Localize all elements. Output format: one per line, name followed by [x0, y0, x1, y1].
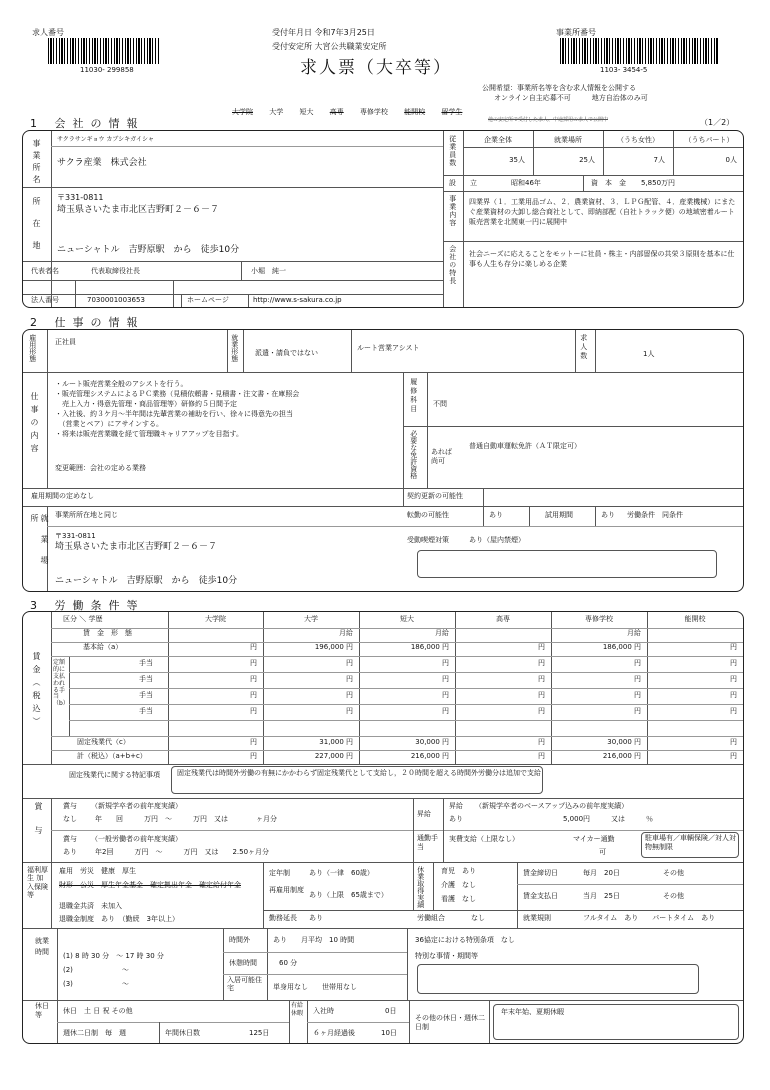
bonus-gen-a: あり	[63, 848, 77, 856]
section3-box	[22, 611, 744, 1044]
wage-total-value: 円	[538, 752, 545, 760]
openings: 1人	[643, 350, 655, 358]
special-box	[417, 964, 699, 994]
wage-total-value: 227,000 円	[314, 752, 353, 760]
allowance-label: 手当	[139, 691, 153, 699]
wage-header-corner: 区分 ＼ 学歴	[63, 615, 103, 623]
retire-age-label: 定年制	[269, 869, 290, 877]
rep-title: 代表取締役社長	[91, 267, 140, 275]
insurance-items: 雇用 労災 健康 厚生	[59, 867, 136, 875]
job-desc-line: （営業とペア）にアサインする。	[55, 419, 164, 428]
feature-content: 社会ニーズに応えることをモットーに社員・株主・内部留保の共栄３原則を基本に仕事も人生も存分に楽しめる企業	[469, 250, 735, 269]
place-access: ニューシャトル 吉野原駅 から 徒歩10分	[55, 576, 238, 586]
raise-a: あり	[449, 815, 463, 823]
company-kana: サクラサンギョウ カブシキガイシャ	[57, 136, 154, 143]
fixed-ot-value: 円	[250, 738, 257, 746]
holiday-label: 休日等	[35, 1002, 49, 1020]
wage-close-other: その他	[663, 869, 684, 877]
wage-pay-other: その他	[663, 892, 684, 900]
emp-head-site: 就業場所	[554, 136, 582, 144]
allowance-value: 円	[634, 659, 641, 667]
fixed-ot-value: 30,000 円	[415, 738, 449, 746]
parking: 駐車場有／車輌保険／対人対物無制限	[645, 834, 736, 851]
license: 普通自動車運転免許（ＡＴ限定可）	[469, 442, 581, 450]
wage-base-value: 186,000 円	[410, 643, 449, 651]
paid-join: 0日	[385, 1007, 397, 1015]
emp-head-part: （うちパート）	[684, 136, 734, 144]
allowance-value: 円	[634, 707, 641, 715]
section1-box	[22, 130, 744, 308]
trial: あり	[601, 511, 615, 519]
section1-title: 1 会社の情報	[30, 117, 145, 130]
business-content: 四業界（１．工業用品ゴム、２．農業資材、３．ＬＰＧ配管、４．産業機械）にまたぐ産業資材の大卸し総合商社として、即納部配（自社トラック便）の地域密着ルート販売営業を北関東一円に展開中	[469, 198, 736, 227]
tiny-note: 他の安定所で受付した求人、中途採用の求人で公開中	[488, 117, 609, 123]
period: 雇用期間の定めなし	[31, 492, 94, 500]
fixed-ot-value: 30,000 円	[607, 738, 641, 746]
renew-label: 契約更新の可能性	[407, 492, 463, 500]
allowance-value: 円	[346, 691, 353, 699]
reception-date: 受付年月日 令和7年3月25日	[272, 28, 375, 37]
emp-head-female: （うち女性）	[617, 136, 659, 144]
allowance-label: 手当	[139, 707, 153, 715]
allowance-value: 円	[250, 707, 257, 715]
allowance-value: 円	[442, 675, 449, 683]
edu-target-intl: 留学生	[441, 108, 463, 116]
raise-label: 昇給	[417, 810, 431, 818]
trial-condition: 労働条件 同条件	[627, 511, 683, 519]
allowance-label: 手当	[139, 675, 153, 683]
union: なし	[471, 914, 485, 922]
retire-system: 退職金制度 あり （勤続 3年以上）	[59, 915, 179, 923]
union-label: 労働組合	[417, 914, 445, 922]
fixed-allowance-label: 定額的に支払われる手当（b）	[53, 659, 69, 708]
employees-label: 従業員数	[448, 135, 457, 167]
rep-name: 小堀 純一	[251, 267, 286, 275]
wage-base-value: 196,000 円	[314, 643, 353, 651]
rep-label: 代表者名	[31, 267, 59, 275]
capital-label: 資 本 金	[591, 179, 626, 187]
allowance-value: 円	[538, 659, 545, 667]
bonus-new-b: 年 回 万円 ～ 万円 又は ヶ月分	[95, 815, 277, 823]
rehire: あり（上限 65歳まで）	[309, 891, 388, 899]
special-label: 特別な事情・期間等	[415, 952, 478, 960]
fixed-ot-label: 固定残業代（c）	[77, 738, 130, 746]
raise-head: （新規学卒者のベースアップ込みの前年度実績）	[475, 802, 629, 810]
bonus-label: 賞与	[34, 802, 43, 850]
section2-title: 2 仕事の情報	[30, 316, 145, 329]
section3-title: 3 労働条件等	[30, 599, 145, 612]
wage-form-value: 月給	[627, 629, 641, 637]
extend: あり	[309, 914, 323, 922]
document-title: 求人票（大卒等）	[300, 58, 452, 78]
wage-total-value: 円	[250, 752, 257, 760]
hours-2: (2) ～	[63, 966, 129, 974]
company-address: 埼玉県さいたま市北区吉野町２－６－７	[57, 205, 220, 215]
subjects: 不問	[433, 400, 447, 408]
postal-code: 〒331-0811	[57, 193, 104, 202]
office-number-value: 1103- 3454-5	[600, 66, 648, 74]
other-holiday: 年末年始、夏期休暇	[501, 1008, 564, 1016]
leave-sickcare: 看護 なし	[441, 895, 476, 903]
bonus-label-new: 賞与	[63, 802, 77, 810]
rules: フルタイム あり パートタイム あり	[583, 914, 716, 922]
corp-no: 7030001003653	[87, 296, 145, 304]
place-label: 就業場所	[30, 514, 49, 577]
wage-label: 賃金（税込）	[32, 652, 41, 730]
job-desc-line: ・販売管理システムによるＰＣ業務（見積依頼書・見積書・注文書・在庫照会	[55, 389, 300, 398]
transfer-label: 転勤の可能性	[407, 511, 449, 519]
job-desc-line: ・入社後、約３ケ月～半年間は先輩営業の補助を行い、徐々に得意先の担当	[55, 409, 293, 418]
job-desc-line: ・将来は販売営業職を経て管理職キャリアアップを目指す。	[55, 429, 243, 438]
corp-no-label: 法人番号	[31, 296, 59, 304]
trial-label: 試用期間	[545, 511, 573, 519]
edu-target-junior: 短大	[299, 108, 314, 116]
office-number-label: 事業所番号	[556, 28, 596, 37]
publish-hope-2: オンライン自主応募不可 地方自治体のみ可	[494, 94, 648, 102]
raise-label-2: 昇給	[449, 802, 463, 810]
allowance-value: 円	[442, 707, 449, 715]
job-desc-line: ・ルート販売営業全般のアシストを行う。	[55, 380, 188, 388]
company-name: サクラ産業 株式会社	[57, 158, 147, 168]
allowance-value: 円	[250, 675, 257, 683]
allowance-value: 円	[730, 691, 737, 699]
insurance-struck: 財形 公災 厚生年金基金 確定拠出年金 確定給付年金	[59, 881, 241, 889]
leave-childcare: 育児 あり	[441, 867, 476, 875]
housing: 単身用なし 世帯用なし	[273, 983, 357, 991]
wage-base-value: 186,000 円	[602, 643, 641, 651]
wage-form-value: 月給	[339, 629, 353, 637]
break-value: 60 分	[279, 959, 298, 967]
edu-target-grad: 大学院	[232, 108, 253, 116]
extend-label: 勤務延長	[269, 914, 297, 922]
wage-base-label: 基本給（a）	[83, 643, 123, 651]
wage-col-univ: 大学	[304, 615, 318, 623]
feature-label: 会社の特長	[448, 245, 457, 285]
job-desc-label: 仕事の内容	[30, 392, 39, 457]
wage-base-value: 円	[250, 643, 257, 651]
homepage-label: ホームページ	[187, 296, 229, 304]
job-barcode-icon	[48, 38, 160, 64]
allowance-value: 円	[634, 691, 641, 699]
smoke: あり（屋内禁煙）	[469, 536, 525, 544]
allowance-value: 円	[730, 707, 737, 715]
homepage-link[interactable]: http://www.s-sakura.co.jp	[253, 296, 342, 304]
paid-join-label: 入社時	[313, 1007, 334, 1015]
capital-value: 5,850万円	[641, 179, 676, 187]
annual-holiday: 125日	[249, 1029, 270, 1037]
allowance-label: 手当	[139, 659, 153, 667]
allowance-value: 円	[730, 675, 737, 683]
edu-target-kosen: 高専	[329, 108, 344, 116]
wage-total-label: 計（税込）（a+b+c）	[77, 752, 147, 760]
place-address: 埼玉県さいたま市北区吉野町２－６－７	[55, 542, 218, 552]
fixed-ot-value: 円	[730, 738, 737, 746]
allowance-value: 円	[250, 659, 257, 667]
ot-value: あり 月平均 10 時間	[273, 936, 355, 944]
smoke-note-box	[417, 550, 717, 578]
ot-label: 時間外	[229, 936, 250, 944]
license-label: 必要な免許資格	[409, 430, 418, 479]
wage-total-value: 円	[730, 752, 737, 760]
address-label: 所在地	[32, 197, 41, 263]
hours-label: 就業時間	[35, 937, 49, 956]
section2-box	[22, 329, 744, 592]
paid-leave-label: 有給休暇	[291, 1002, 304, 1017]
emp-female: 7人	[653, 156, 665, 164]
publish-hope-1: 公開希望：事業所名等を含む求人情報を公開する	[482, 84, 636, 92]
fixed-ot-note: 固定残業代は時間外労働の有無にかかわらず固定残業代として支給し，２０時間を超える時間外労働分は追加で支給	[177, 769, 541, 777]
allowance-value: 円	[442, 659, 449, 667]
edu-target-univ: 大学	[269, 108, 284, 116]
insurance-label: 福利厚生 加入保険等	[27, 866, 48, 900]
wage-pay: 当月 25日	[583, 892, 620, 900]
company-label: 事業所名	[32, 139, 41, 187]
other-holiday-label: その他の休日・週休二日制	[415, 1014, 485, 1032]
raise-b: 5,000円 又は ％	[563, 815, 654, 823]
housing-label: 入居可能住宅	[227, 976, 262, 993]
transfer: あり	[489, 511, 503, 519]
allowance-value: 円	[538, 707, 545, 715]
annual-holiday-label: 年間休日数	[165, 1029, 200, 1037]
leave-label: 休業取得実績	[416, 866, 425, 908]
hours-1: (1) 8 時 30 分 ～ 17 時 30 分	[63, 952, 164, 960]
bonus-new-a: なし	[63, 815, 77, 823]
allowance-value: 円	[730, 659, 737, 667]
wage-col-junior: 短大	[400, 615, 414, 623]
allowance-value: 円	[250, 691, 257, 699]
fixed-ot-note-label: 固定残業代に関する特記事項	[69, 771, 160, 779]
rules-label: 就業規則	[523, 914, 551, 922]
allowance-value: 円	[346, 707, 353, 715]
edu-target-training: 能開校	[404, 108, 426, 116]
paid-6m-label: ６ヶ月経過後	[313, 1029, 355, 1037]
car-commute-label: マイカー通勤	[573, 835, 615, 843]
retire-age: あり（一律 60歳）	[309, 869, 374, 877]
break-label: 休憩時間	[229, 959, 257, 967]
edu-target-vocational: 専修学校	[359, 108, 388, 116]
wage-total-value: 216,000 円	[410, 752, 449, 760]
company-access: ニューシャトル 吉野原駅 から 徒歩10分	[57, 245, 240, 255]
emp-total: 35人	[509, 156, 525, 164]
leave-nursing: 介護 なし	[441, 881, 476, 889]
founded-label: 設 立	[449, 179, 477, 187]
job-number-value: 11030- 299858	[80, 66, 134, 74]
wage-col-vocational: 専修学校	[585, 615, 613, 623]
retire-mutual: 退職金共済 未加入	[59, 902, 122, 910]
wage-col-training: 能開校	[684, 615, 706, 623]
two-day-off: 週休二日制 毎 週	[63, 1029, 126, 1037]
allowance-value: 円	[442, 691, 449, 699]
car-commute: 可	[599, 848, 606, 856]
wage-form-label: 賃 金 形 態	[83, 629, 132, 637]
agreement: 36協定における特別条項 なし	[415, 936, 515, 944]
smoke-label: 受動喫煙対策	[407, 536, 449, 544]
employment-type: 正社員	[55, 338, 76, 346]
allowance-value: 円	[346, 659, 353, 667]
work-form: 派遣・請負ではない	[255, 349, 318, 357]
license-note: あれば尚可	[431, 448, 452, 465]
founded-value: 昭和46年	[511, 179, 541, 187]
bonus-gen-head: （一般労働者の前年度実績）	[91, 835, 182, 843]
wage-form-value: 月給	[435, 629, 449, 637]
fixed-ot-value: 円	[538, 738, 545, 746]
office-barcode-icon	[560, 38, 718, 64]
emp-part: 0人	[725, 156, 737, 164]
reception-office: 受付安定所 大宮公共職業安定所	[272, 42, 387, 51]
bonus-label-gen: 賞与	[63, 835, 77, 843]
allowance-value: 円	[538, 691, 545, 699]
place-postal: 〒331-0811	[55, 532, 96, 540]
holiday-value: 休日 土 日 祝 その他	[63, 1007, 133, 1015]
wage-pay-label: 賃金支払日	[523, 892, 558, 900]
bonus-gen-b: 年2回 万円 ～ 万円 又は 2.50ヶ月分	[95, 848, 270, 856]
hours-3: (3) ～	[63, 980, 129, 988]
allowance-value: 円	[346, 675, 353, 683]
subjects-label: 履修科目	[409, 378, 418, 414]
work-form-label: 就業形態	[230, 334, 239, 362]
place-same: 事業所所在地と同じ	[55, 511, 118, 519]
job-desc-line: 売上入力・得意先管理・商品管理等）研修約５日間予定	[55, 399, 237, 408]
change-scope: 変更範囲：会社の定める業務	[55, 464, 146, 472]
page-number: （1／2）	[700, 118, 735, 127]
wage-col-grad: 大学院	[205, 615, 226, 623]
bonus-new-head: （新規学卒者の前年度実績）	[91, 802, 182, 810]
job-number-label: 求人番号	[32, 28, 64, 37]
wage-close: 毎月 20日	[583, 869, 620, 877]
emp-head-total: 企業全体	[484, 136, 512, 144]
job-title: ルート営業アシスト	[357, 344, 420, 352]
emp-site: 25人	[579, 156, 595, 164]
wage-close-label: 賃金締切日	[523, 869, 558, 877]
openings-label: 求人数	[579, 334, 588, 361]
business-label: 事業内容	[448, 195, 457, 227]
edu-targets	[232, 108, 462, 117]
wage-col-kosen: 高専	[496, 615, 510, 623]
wage-base-value: 円	[730, 643, 737, 651]
commute: 実費支給（上限なし）	[449, 835, 519, 843]
wage-total-value: 216,000 円	[602, 752, 641, 760]
rehire-label: 再雇用制度	[269, 886, 304, 894]
job-desc	[55, 380, 400, 440]
allowance-value: 円	[538, 675, 545, 683]
wage-base-value: 円	[538, 643, 545, 651]
allowance-value: 円	[634, 675, 641, 683]
fixed-ot-value: 31,000 円	[319, 738, 353, 746]
paid-6m: 10日	[381, 1029, 397, 1037]
employment-type-label: 雇用形態	[28, 334, 37, 362]
commute-label: 通勤手当	[417, 834, 438, 851]
